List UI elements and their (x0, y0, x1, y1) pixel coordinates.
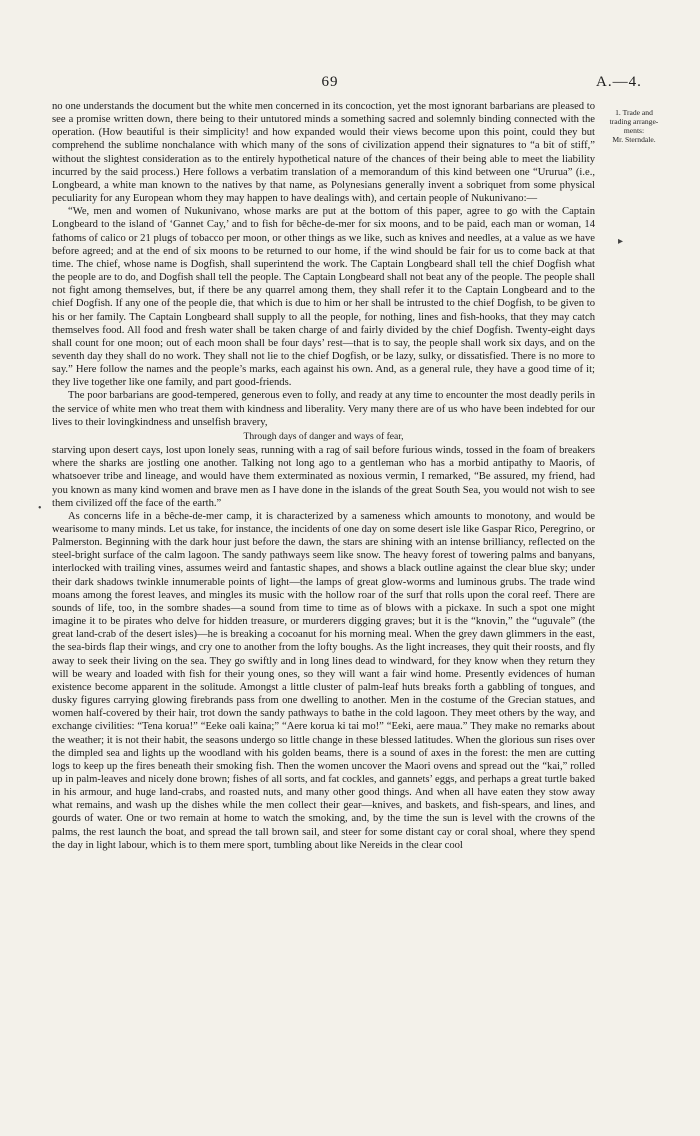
margin-note-line2: trading arrange- (609, 117, 659, 126)
dot-mark-icon: • (38, 503, 42, 514)
article-body (52, 100, 595, 852)
margin-note-line3: ments: (623, 126, 645, 135)
margin-note-line4: Mr. Sterndale. (612, 135, 656, 144)
bullet-mark-icon: ▸ (618, 236, 624, 247)
margin-note-number: 1. (615, 108, 621, 117)
paragraph: starving upon desert cays, lost upon lonely seas, running with a rag of sail before furious winds, tossed in the foam of breakers where the sharks are jostling one another. Talking not long ago to a gentleman who has a morbid antipathy to Maoris, of whatsoever tribe and lineage, and would have them exterminated as noxious vermin, I remarked, “Be assured, my friend, had you known as many kind women and brave men as I have done in the islands of the great South Sea, you would not wish to see them civilized off the face of the earth.” (52, 445, 595, 509)
margin-note-line1: Trade and (622, 108, 653, 117)
paragraph: no one understands the document but the white men concerned in its concoction, yet the most ignorant barbarians are pleased to see a promise written down, there being to their untutored minds a something sacred and solemnly binding connected with the operation. (How beautiful is their simplicity! and how expanded would their views become upon this point, could they but comprehend the sublime nonchalance with which many of the sons of civilization append their signatures to “a bit of stiff,” without the slightest consideration as to the entirely hypothetical nature of the chances of their being able to meet the liability incurred by the said process.) Here follows a verbatim translation of a memorandum of this kind between one “Ururua” (i.e., Longbeard, a white man known to the natives by that name, as Polynesians generally invent a sobriquet from some physical peculiarity for any European whom they may happen to have dealings with), and certain people of Nukunivano:— (52, 101, 595, 205)
margin-note (592, 108, 676, 144)
paragraph: The poor barbarians are good-tempered, generous even to folly, and ready at any time to encounter the most deadly perils in the service of white men who treat them with kindness and liberality. Very many there are of us who have been indebted for our lives to their lovingkindness and unselfish bravery, (52, 390, 595, 428)
paragraph: As concerns life in a bêche-de-mer camp, it is characterized by a sameness which amounts to monotony, and would be wearisome to many minds. Let us take, for instance, the incidents of one day on some desert isle like Gaspar Rico, Peregrino, or Palmerston. Beginning with the dark hour just before the dawn, the stars are shining with an intense brilliancy, reflected on the steel-bright surface of the calm lagoon. The sandy pathways seem like snow. The heavy forest of towering palms and banyans, interlocked with trailing vines, assumes weird and fantastic shapes, and shows a black outline against the clear blue sky; under their dark shadows twinkle innumerable points of light—the lamps of great glow-worms and luminous grubs. The trade wind moans among the forest leaves, and mingles its music with the hollow roar of the surf that rolls upon the coral reef. There are sounds of life, too, in the sombre shades—a sound from time to time as of blows with a pickaxe. In such a spot one might imagine it to be pirates who delve for hidden treasure, or murderers digging graves; but it is the “knovin,” the “uguvale” (the great land-crab of the desert isles)—he is breaking a cocoanut for his morning meal. When the grey dawn glimmers in the east, the sea-birds flap their wings, and cry one to another from the lofty boughs. As the light increases, they quit their roosts, and fly away to seek their living on the sea. They go swiftly and in long lines dead to windward, for they know when they return they will be weary and loaded with fish for their young ones, so they will want a fair wind home. Presently evidences of human existence become apparent in the solitude. Amongst a little cluster of palm-leaf huts breaks forth a gabbling of tongues, and dusky figures carrying glowing firebrands pass from one dwelling to another. Men in the costume of the Grecian statues, and women half-covered by their hair, trot down the sandy pathways to bathe in the cold lagoon. They meet others by the way, and exchange civilities: “Tena korua!” “Eeke oali kaina;” “Aere korua ki tai mo!” “Eeki, aere maua.” They make no remarks about the weather; it is not their habit, the seasons undergo so little change in these blessed latitudes. When the glorious sun rises over the dimpled sea and lights up the woodland with his golden beams, there is a sound of axes in the forest: the men are cutting logs to keep up the fires beneath their smoking fish. Then the women uncover the Maori ovens and spread out the “kai,” rolled up in palm-leaves and nicely done brown; fishes of all sorts, and fat cockles, and gannets’ eggs, and perhaps a great turtle baked in his armour, and huge land-crabs, and roasted nuts, and many other good things. And when all have eaten they stow away what remains, and wash up the dishes while the men collect their gear—knives, and baskets, and fish-spears, and lines, and gourds of water. One or two remain at home to watch the smoking, and, by the time the sun is level with the crowns of the palms, the rest launch the boat, and spread the tall brown sail, and steer for some distant cay or coral shoal, where they spend the day in light labour, which is to them mere sport, tumbling about like Nereids in the clear cool (52, 510, 595, 851)
document-reference: A.—4. (596, 74, 642, 90)
page-number: 69 (321, 74, 339, 90)
paragraph: “We, men and women of Nukunivano, whose marks are put at the bottom of this paper, agree to go with the Captain Longbeard to the island of ‘Gannet Cay,’ and to fish for bêche-de-mer for six moons, and to be paid, each man or woman, 14 fathoms of calico or 21 plugs of tobacco per moon, or other things as we like, such as knives and needles, at a value as we have before agreed; and at the end of six moons to be returned to our home, if the wind should be fair for us to come back at that time. The chief, whose name is Dogfish, shall superintend the work. The Captain Longbeard shall tell the chief Dogfish what the people are to do, and Dogfish shall tell the people. The Captain Longbeard shall not beat any of the people. The people shall not fight among themselves, but, if there be any quarrel among them, they shall refer it to the Captain Longbeard and to the chief Dogfish. If any one of the people die, that which is due to him or her shall be intrusted to the chief Dogfish, to be given to his or her family. The Captain Longbeard shall supply to all the people, for nothing, lines and fish-hooks, that they may catch themselves food. All food and fresh water shall be taken charge of and fairly divided by the chief Dogfish. Twenty-eight days shall count for one moon; out of each moon shall be four days’ rest—that is to say, the people shall work six days, and on the seventh day they shall do no work. They shall not lie to the chief Dogfish, or be lazy, sulky, or dissatisfied. There is no more to say.” Here follow the names and the people’s marks, each against his own. And, as a general rule, they have a good time of it; they live together like one family, and part good-friends. (52, 206, 595, 389)
margin-note-line (592, 108, 676, 117)
quoted-verse: Through days of danger and ways of fear, (243, 430, 404, 442)
